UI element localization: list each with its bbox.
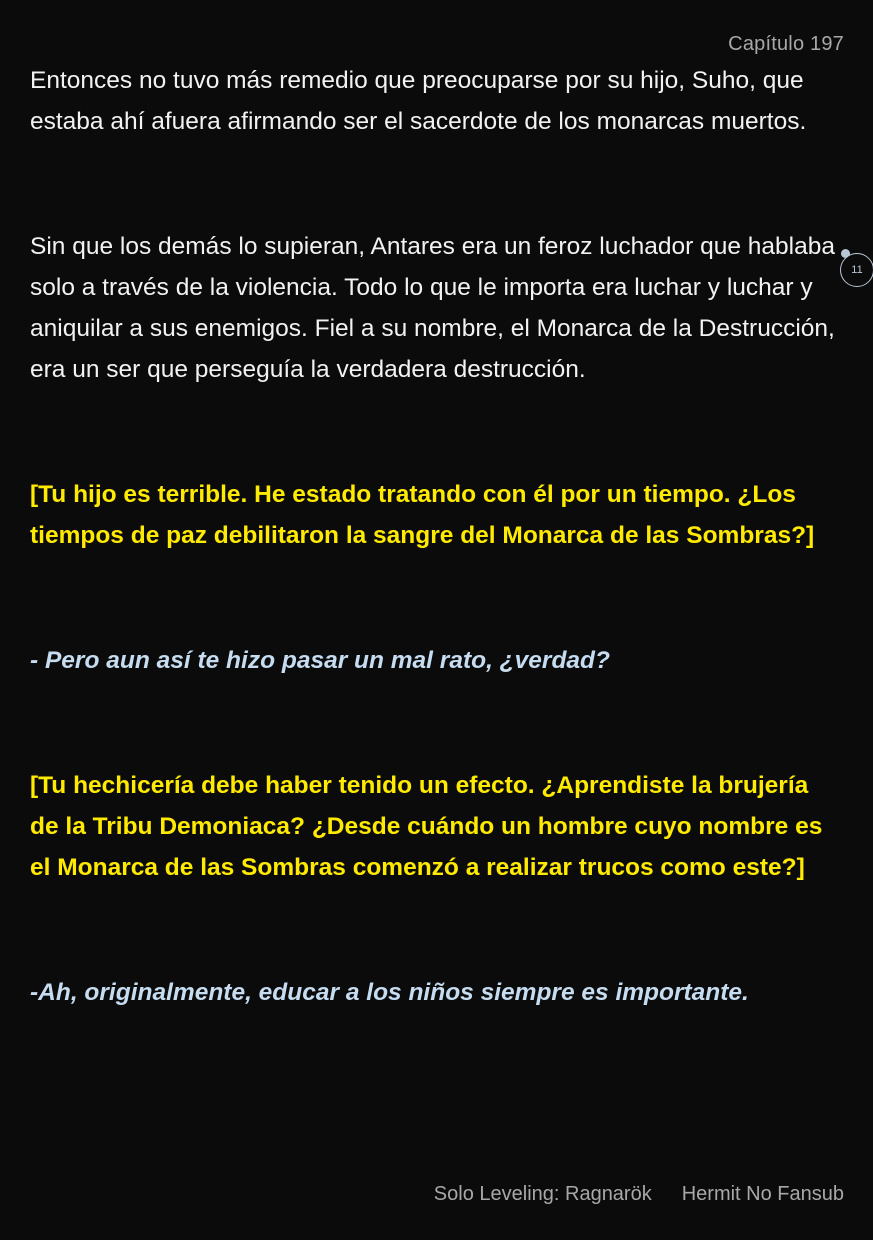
paragraph-narration: Entonces no tuvo más remedio que preocuparse por su hijo, Suho, que estaba ahí afuera afirmando ser el sacerdote de los monarcas muertos.	[30, 67, 807, 135]
translator-name: Hermit No Fansub	[681, 1183, 844, 1205]
page-footer	[434, 1183, 844, 1206]
paragraph-comment-button[interactable]	[840, 253, 873, 287]
paragraph-dialogue: - Pero aun así te hizo pasar un mal rato, ¿verdad?	[30, 647, 610, 674]
chapter-title: Capítulo 197	[728, 33, 844, 55]
paragraph-gap	[30, 681, 842, 765]
paragraph-gap	[30, 390, 842, 474]
paragraph-system-message: [Tu hechicería debe haber tenido un efecto. ¿Aprendiste la brujería de la Tribu Demoniaca? ¿Desde cuándo un hombre cuyo nombre es el Monarca de las Sombras comenzó a realizar trucos como este?]	[30, 772, 823, 881]
reader-content	[30, 60, 842, 1013]
comment-count: 11	[851, 264, 863, 276]
paragraph-gap	[30, 556, 842, 640]
paragraph-gap	[30, 888, 842, 972]
paragraph-narration: Sin que los demás lo supieran, Antares era un feroz luchador que hablaba solo a través de la violencia. Todo lo que le importa era luchar y luchar y aniquilar a sus enemigos. Fiel a su nombre, el Monarca de la Destrucción, era un ser que perseguía la verdadera destrucción.	[30, 233, 835, 383]
paragraph-system-message: [Tu hijo es terrible. He estado tratando con él por un tiempo. ¿Los tiempos de paz debilitaron la sangre del Monarca de las Sombras?]	[30, 481, 815, 549]
paragraph-gap	[30, 142, 842, 226]
paragraph-dialogue: -Ah, originalmente, educar a los niños siempre es importante.	[30, 979, 749, 1006]
novel-title: Solo Leveling: Ragnarök	[433, 1183, 652, 1205]
